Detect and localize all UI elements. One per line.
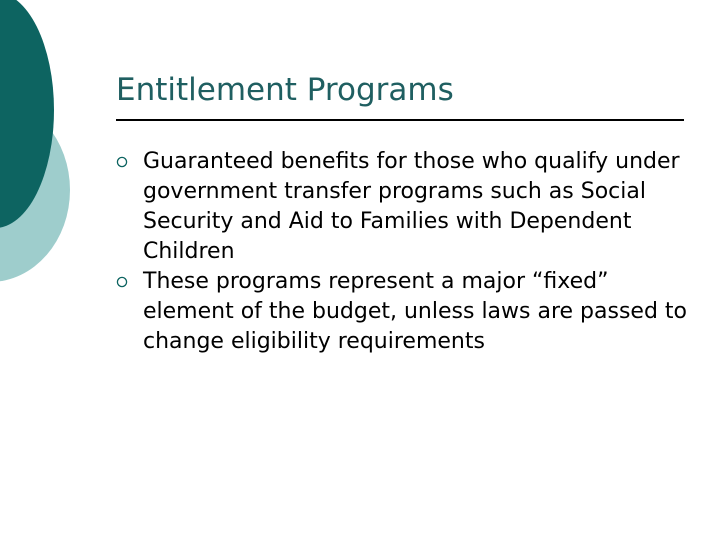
bullet-text: These programs represent a major “fixed” element of the budget, unless laws are passed to change eligibility requirements	[143, 269, 688, 354]
slide-title: Entitlement Programs	[116, 72, 454, 108]
bullet-item	[113, 267, 693, 357]
hollow-circle-icon	[113, 147, 131, 177]
title-divider	[116, 119, 684, 121]
bullet-text: Guaranteed benefits for those who qualify under government transfer programs such as Social Security and Aid to Families with Dependent Children	[143, 149, 680, 264]
corner-decoration	[0, 0, 120, 300]
hollow-circle-icon	[113, 267, 131, 297]
bullet-item	[113, 147, 693, 267]
bullet-list	[113, 147, 693, 357]
